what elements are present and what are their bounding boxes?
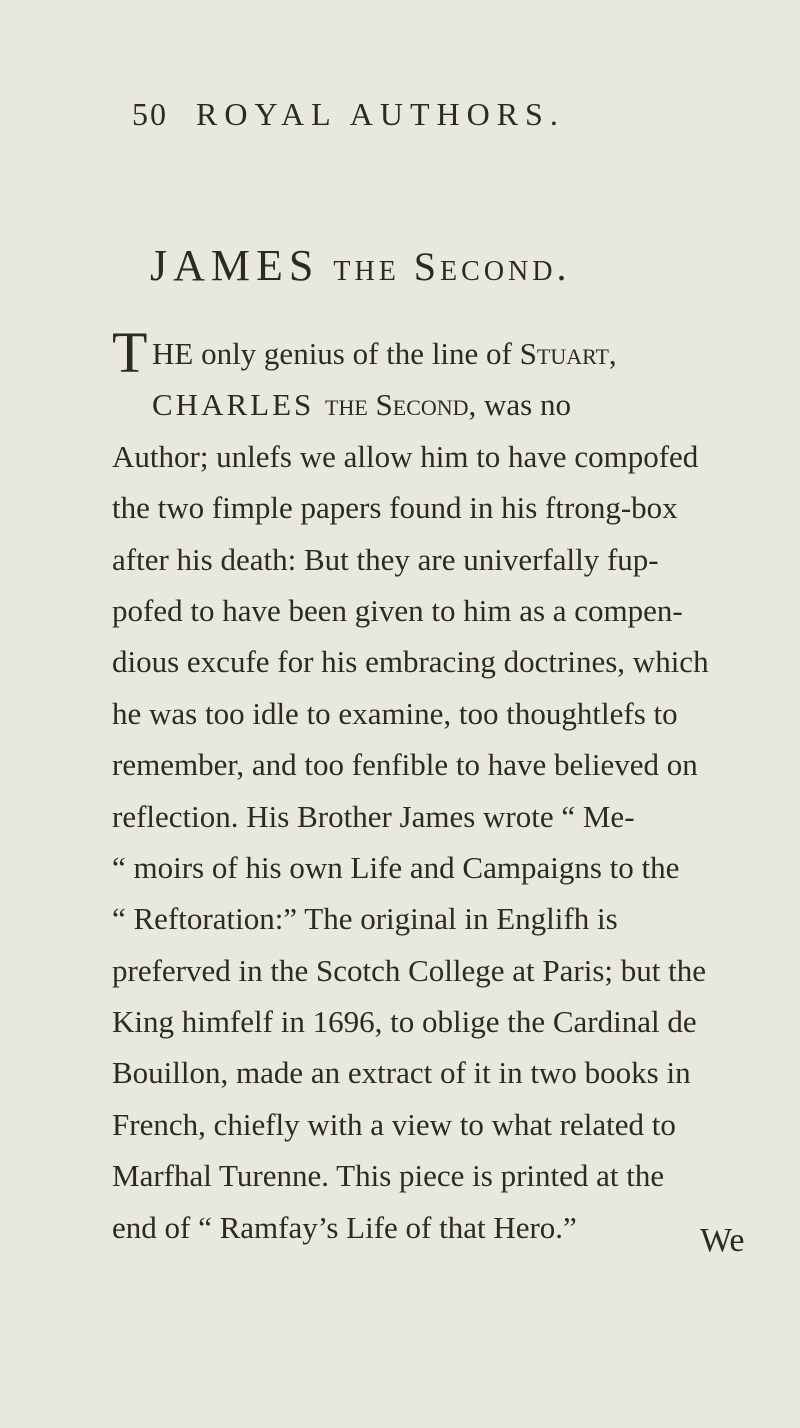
text-line: THE only genius of the line of Stuart, <box>112 320 617 385</box>
text-line: remember, and too fenfible to have believed on <box>112 747 698 783</box>
text-line: he was too idle to examine, too thoughtlefs to <box>112 695 678 731</box>
title-main: JAMES <box>150 241 320 290</box>
drop-cap: T <box>112 320 148 385</box>
text-line: the two fimple papers found in his ftrong-box <box>112 490 678 526</box>
text-line: CHARLES the Second, was no <box>152 387 571 423</box>
text-line: preferved in the Scotch College at Paris; but the <box>112 952 706 988</box>
text-line: “ Reftoration:” The original in Englifh is <box>112 901 618 937</box>
section-title <box>150 240 571 291</box>
catchword: We <box>700 1222 745 1259</box>
text-line: “ moirs of his own Life and Campaigns to the <box>112 849 680 885</box>
text-line: French, chiefly with a view to what related to <box>112 1106 676 1142</box>
text-line: end of “ Ramfay’s Life of that Hero.” <box>112 1209 577 1245</box>
title-sub: the Second. <box>333 244 571 289</box>
text-line: after his death: But they are univerfally fup- <box>112 541 659 577</box>
body-paragraph <box>112 320 800 1253</box>
text-line: reflection. His Brother James wrote “ Me- <box>112 798 635 834</box>
text-line: King himfelf in 1696, to oblige the Cardinal de <box>112 1004 697 1040</box>
text-line: Bouillon, made an extract of it in two books in <box>112 1055 691 1091</box>
text-line: dious excufe for his embracing doctrines, which <box>112 644 709 680</box>
page-number: 50 <box>132 96 168 132</box>
text-line: Author; unlefs we allow him to have compofed <box>112 438 699 474</box>
text-line: Marfhal Turenne. This piece is printed at the <box>112 1158 665 1194</box>
running-header <box>132 96 565 133</box>
text-line: pofed to have been given to him as a compen- <box>112 592 683 628</box>
running-title: ROYAL AUTHORS. <box>196 96 565 132</box>
